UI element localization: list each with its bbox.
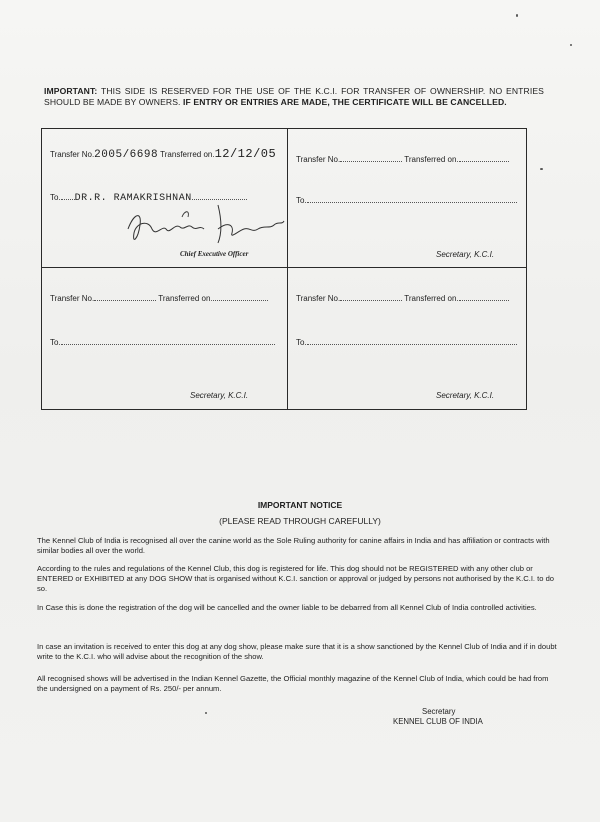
to-label: To. bbox=[296, 196, 307, 205]
closing-organization: KENNEL CLUB OF INDIA bbox=[393, 717, 483, 726]
important-warning bbox=[44, 86, 544, 108]
to-label: To. bbox=[296, 338, 307, 347]
notice-paragraph-5: All recognised shows will be advertised in the Indian Kennel Gazette, the Official monthly magazine of the Kennel Club of India, which could be had from the undersigned on a payment of Rs. 250/- per annum. bbox=[37, 674, 549, 693]
notice-paragraph-1: The Kennel Club of India is recognised all over the canine world as the Sole Ruling authority for canine affairs in India and has affiliation or contracts with similar bodies all over the world. bbox=[37, 536, 550, 555]
notice-title: IMPORTANT NOTICE bbox=[257, 500, 343, 510]
transferred-on-label: Transferred on. bbox=[158, 294, 213, 303]
transfer-no-label: Transfer No. bbox=[296, 294, 341, 303]
chief-executive-officer-label: Chief Executive Officer bbox=[180, 250, 249, 258]
to-label: To. bbox=[50, 193, 61, 202]
signature-image bbox=[122, 199, 287, 254]
important-text: THIS SIDE IS RESERVED FOR THE USE OF THE K.C.I. FOR TRANSFER OF OWNERSHIP. NO ENTRIES SHOULD BE MADE BY OWNERS. bbox=[44, 86, 544, 107]
transfer-no-label: Transfer No. bbox=[50, 150, 95, 159]
transferred-on-label: Transferred on. bbox=[160, 150, 215, 159]
transferred-on-label: Transferred on. bbox=[404, 155, 459, 164]
notice-subtitle: (PLEASE READ THROUGH CAREFULLY) bbox=[219, 516, 381, 526]
notice-paragraph-4: In case an invitation is received to enter this dog at any dog show, please make sure that it is a show sanctioned by the Kennel Club of India and if in doubt write to the K.C.I. who will advise about the recognition of the show. bbox=[37, 642, 557, 661]
transfer-no-label: Transfer No. bbox=[50, 294, 95, 303]
transferred-on-label: Transferred on. bbox=[404, 294, 459, 303]
secretary-kci-label: Secretary, K.C.I. bbox=[436, 391, 495, 400]
secretary-kci-label: Secretary, K.C.I. bbox=[190, 391, 249, 400]
transfer-no-label: Transfer No. bbox=[296, 155, 341, 164]
transferred-on-value: 12/12/05 bbox=[214, 147, 277, 161]
notice-paragraph-2: According to the rules and regulations of the Kennel Club, this dog is registered for life. This dog should not be REGISTERED with any other club or ENTERED or EXHIBITED at any DOG SHOW that is organised without K.C.I. sanction or approval or judged by persons not authorised by the K.C.I. to do so. bbox=[37, 564, 555, 593]
to-label: To. bbox=[50, 338, 61, 347]
important-bold-text: IF ENTRY OR ENTRIES ARE MADE, THE CERTIFICATE WILL BE CANCELLED. bbox=[183, 97, 507, 107]
notice-paragraph-3: In Case this is done the registration of the dog will be cancelled and the owner liable to be debarred from all Kennel Club of India controlled activities. bbox=[37, 603, 537, 612]
secretary-kci-label: Secretary, K.C.I. bbox=[436, 250, 495, 259]
closing-secretary: Secretary bbox=[422, 707, 456, 716]
transfer-grid bbox=[41, 128, 527, 410]
to-value: DR.R. RAMAKRISHNAN bbox=[74, 193, 192, 204]
important-label: IMPORTANT: bbox=[44, 86, 98, 96]
transfer-no-value: 2005/6698 bbox=[94, 149, 159, 161]
